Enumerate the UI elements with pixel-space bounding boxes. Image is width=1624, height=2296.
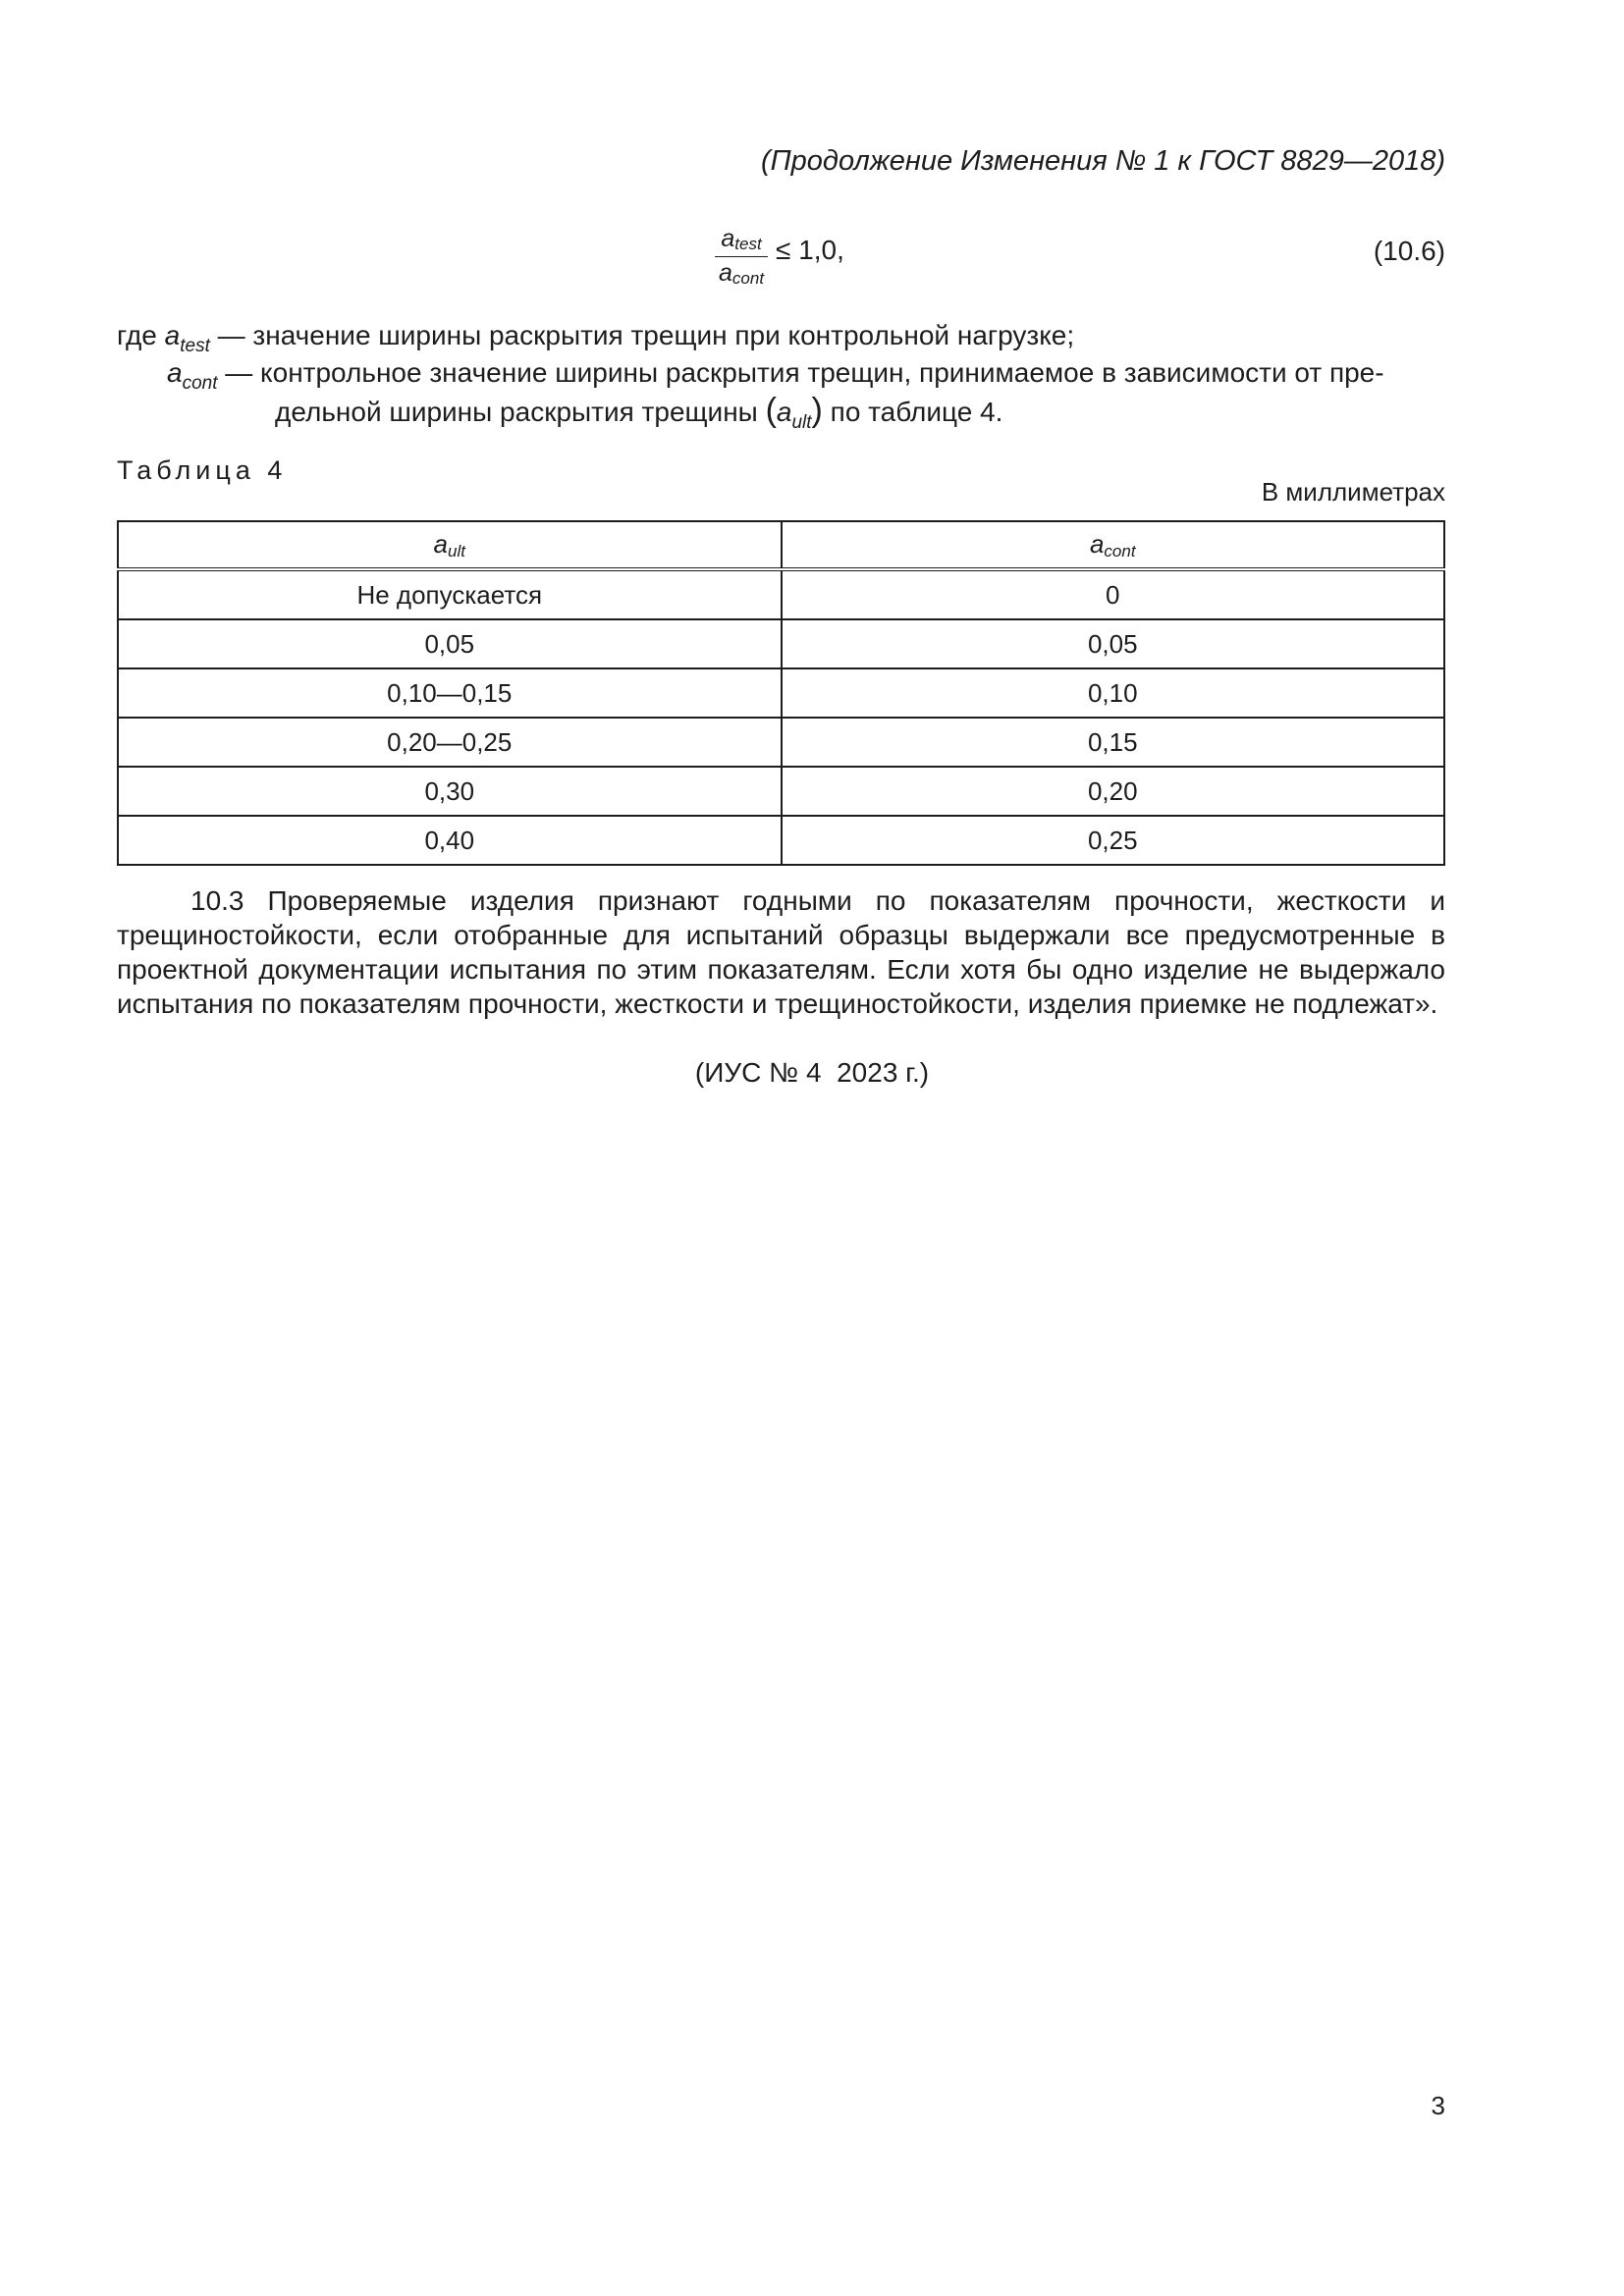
formula-fraction <box>713 224 770 288</box>
definition-text: по таблице 4. <box>830 397 1003 427</box>
table-cell: 0,05 <box>118 619 782 668</box>
table-cell: 0,10—0,15 <box>118 668 782 718</box>
formula-10-6 <box>713 222 844 291</box>
symbol-a-test: $a_{test}$ <box>164 320 210 356</box>
definition-a-cont-continuation <box>275 392 1002 442</box>
paragraph-10-3: 10.3 Проверяемые изделия признают годными по показателям прочности, жесткости и трещиностойкости, если отобранные для испытаний образцы выдержали все предусмотренные в проектной документации испытания по этим показателям. Если хотя бы одно изделие не выдержало испытания по показателям прочности, жесткости и трещиностойкости, изделия приемке не подлежат». <box>117 885 1445 1019</box>
table-cell: 0,30 <box>118 767 782 816</box>
definition-text: — значение ширины раскрытия трещин при контрольной нагрузке; <box>217 320 1075 350</box>
table-row <box>118 816 1444 865</box>
table-row <box>118 619 1444 668</box>
table-4 <box>117 520 1445 866</box>
formula-relation: ≤ 1,0, <box>776 235 844 265</box>
definition-text: — контрольное значение ширины раскрытия трещин, принимаемое в зависимости от пре- <box>225 357 1384 388</box>
equation-number: (10.6) <box>1373 236 1445 266</box>
table-cell: 0,20—0,25 <box>118 718 782 767</box>
where-word: где <box>117 320 157 350</box>
column-header-a-ult: $a_{ult}$ <box>118 521 782 569</box>
table-header-row <box>118 521 1444 569</box>
table-row <box>118 668 1444 718</box>
page-number: 3 <box>1431 2091 1445 2120</box>
table-row <box>118 718 1444 767</box>
fraction-denominator: $a_{cont}$ <box>719 258 765 288</box>
table-cell: Не допускается <box>118 569 782 619</box>
source-reference: (ИУС № 4 2023 г.) <box>694 1057 930 1088</box>
table-row <box>118 767 1444 816</box>
column-header-a-cont: $a_{cont}$ <box>782 521 1445 569</box>
fraction-numerator: $a_{test}$ <box>715 227 767 257</box>
table-units: В миллиметрах <box>1261 477 1445 507</box>
symbol-a-cont: $a_{cont}$ <box>167 357 218 394</box>
table-cell: 0 <box>782 569 1445 619</box>
symbol-a-ult: $(a_{ult})$ <box>765 392 823 433</box>
table-cell: 0,10 <box>782 668 1445 718</box>
table-row <box>118 569 1444 619</box>
table-cell: 0,25 <box>782 816 1445 865</box>
table-cell: 0,20 <box>782 767 1445 816</box>
definition-text: дельной ширины раскрытия трещины <box>275 397 758 427</box>
table-cell: 0,05 <box>782 619 1445 668</box>
table-cell: 0,40 <box>118 816 782 865</box>
table-caption: Таблица 4 <box>117 455 288 485</box>
continuation-header: (Продолжение Изменения № 1 к ГОСТ 8829—2018) <box>761 145 1445 177</box>
table-cell: 0,15 <box>782 718 1445 767</box>
